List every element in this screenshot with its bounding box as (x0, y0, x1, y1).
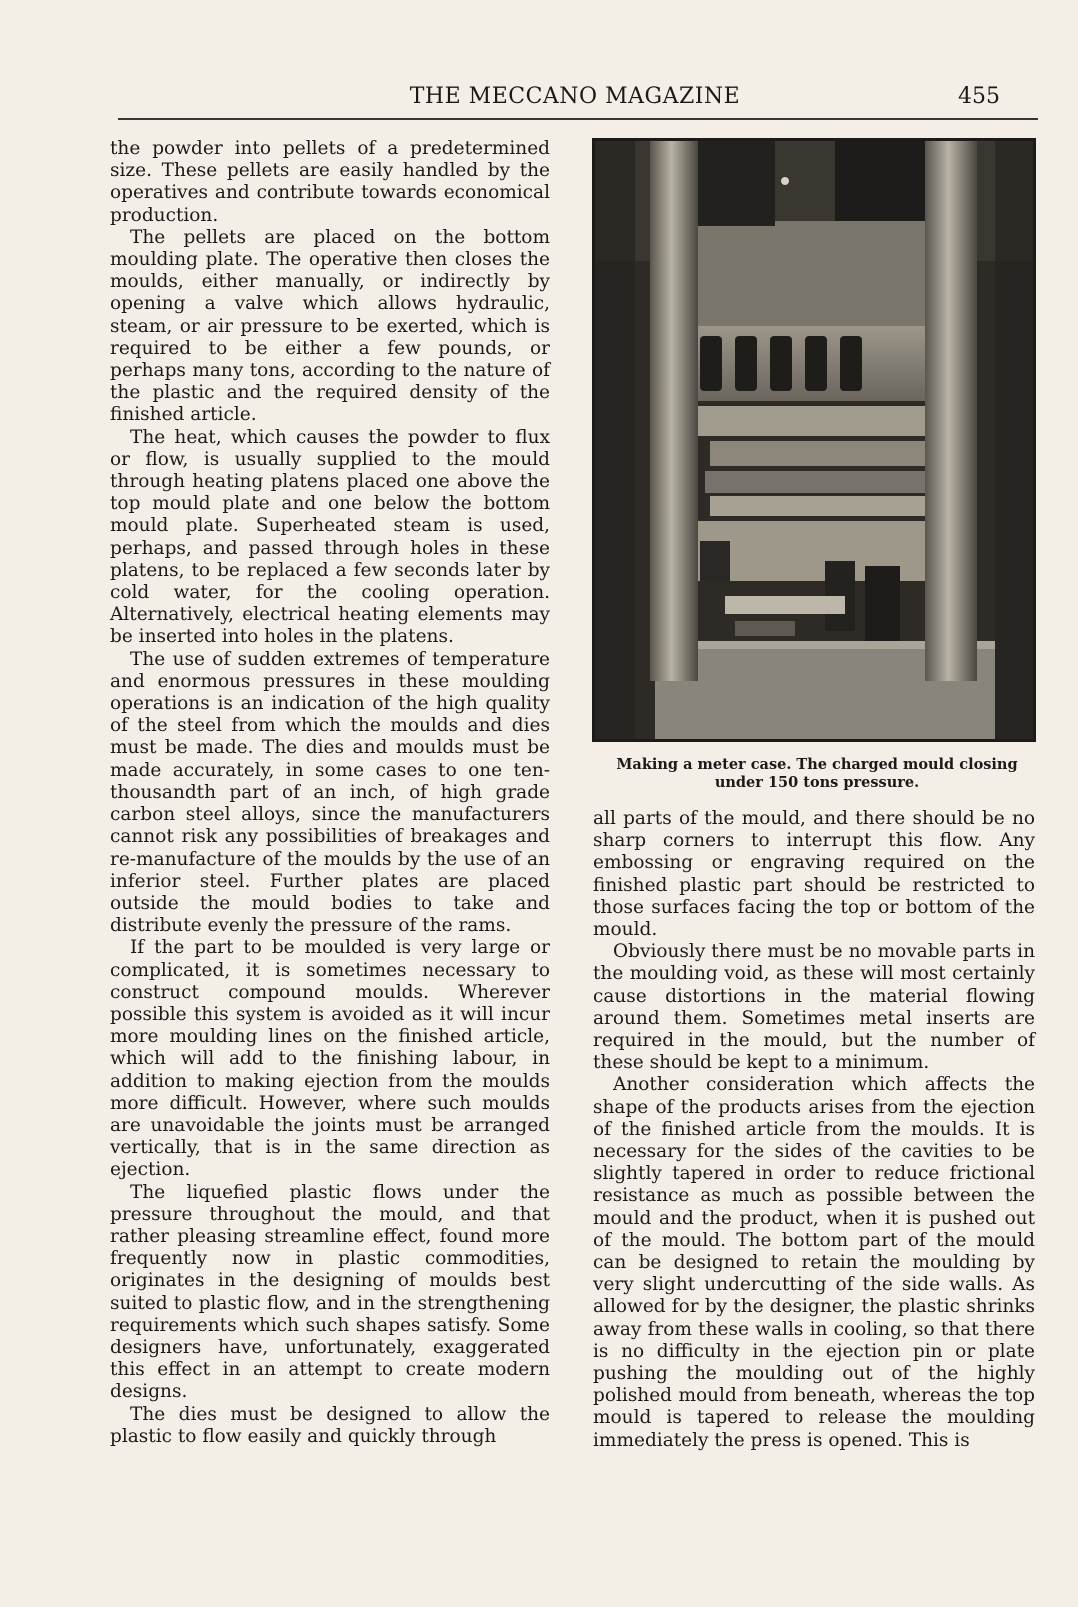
hydraulic-press-image (595, 141, 1033, 739)
paragraph: The use of sudden extremes of temperature and enormous pressures in these moulding operations is an indication of the high quality of the steel from which the moulds and dies must be made. The dies and moulds must be made accurately, in some cases to one ten-thousandth part of an inch, of high grade carbon steel alloys, since the manufacturers cannot risk any possibilities of breakages and re-manufacture of the moulds by the use of an inferior steel. Further plates are placed outside the mould bodies to take and distribute evenly the pressure of the rams. (110, 648, 550, 937)
right-column (593, 808, 1035, 1452)
page-number: 455 (958, 84, 1000, 109)
paragraph: all parts of the mould, and there should be no sharp corners to interrupt this flow. Any embossing or engraving required on the finished plastic part should be restricted to those surfaces facing the top or bottom of the mould. (593, 808, 1035, 941)
paragraph: The liquefied plastic flows under the pressure throughout the mould, and that rather pleasing streamline effect, found more frequently now in plastic commodities, originates in the designing of moulds best suited to plastic flow, and in the strengthening requirements which such shapes satisfy. Some designers have, unfortunately, exaggerated this effect in an attempt to create modern designs. (110, 1181, 550, 1403)
photo-caption (592, 756, 1042, 792)
header-rule (118, 118, 1038, 120)
paragraph: Obviously there must be no movable parts in the moulding void, as these will most certainly cause distortions in the material flowing around them. Sometimes metal inserts are required in the mould, but the number of these should be kept to a minimum. (593, 941, 1035, 1074)
press-photograph (592, 138, 1036, 742)
paragraph: The dies must be designed to allow the plastic to flow easily and quickly through (110, 1403, 550, 1447)
left-column (110, 138, 550, 1448)
caption-line: Making a meter case. The charged mould closing (616, 756, 1018, 773)
paragraph: Another consideration which affects the shape of the products arises from the ejection of the finished article from the moulds. It is necessary for the sides of the cavities to be slightly tapered in order to reduce frictional resistance as much as possible between the mould and the product, when it is pushed out of the mould. The bottom part of the mould can be designed to retain the moulding by very slight undercutting of the side walls. As allowed for by the designer, the plastic shrinks away from these walls in cooling, so that there is no difficulty in the ejection pin or plate pushing the moulding out of the highly polished mould from beneath, whereas the top mould is tapered to release the moulding immediately the press is opened. This is (593, 1074, 1035, 1451)
caption-line: under 150 tons pressure. (714, 774, 920, 791)
paragraph: The heat, which causes the powder to flux or flow, is usually supplied to the mould through heating platens placed one above the top mould plate and one below the bottom mould plate. Superheated steam is used, perhaps, and passed through holes in these platens, to be replaced a few seconds later by cold water, for the cooling operation. Alternatively, electrical heating elements may be inserted into holes in the platens. (110, 426, 550, 648)
paragraph: The pellets are placed on the bottom moulding plate. The operative then closes the moulds, either manually, or indirectly by opening a valve which allows hydraulic, steam, or air pressure to be exerted, which is required to be either a few pounds, or perhaps many tons, according to the nature of the plastic and the required density of the finished article. (110, 226, 550, 426)
page-header (110, 80, 1040, 116)
magazine-title: THE MECCANO MAGAZINE (409, 84, 741, 109)
paragraph: the powder into pellets of a predetermined size. These pellets are easily handled by the operatives and contribute towards economical production. (110, 138, 550, 226)
paragraph: If the part to be moulded is very large or complicated, it is sometimes necessary to construct compound moulds. Wherever possible this system is avoided as it will incur more moulding lines on the finished article, which will add to the finishing labour, in addition to making ejection from the moulds more difficult. However, where such moulds are unavoidable the joints must be arranged vertically, that is in the same direction as ejection. (110, 937, 550, 1181)
